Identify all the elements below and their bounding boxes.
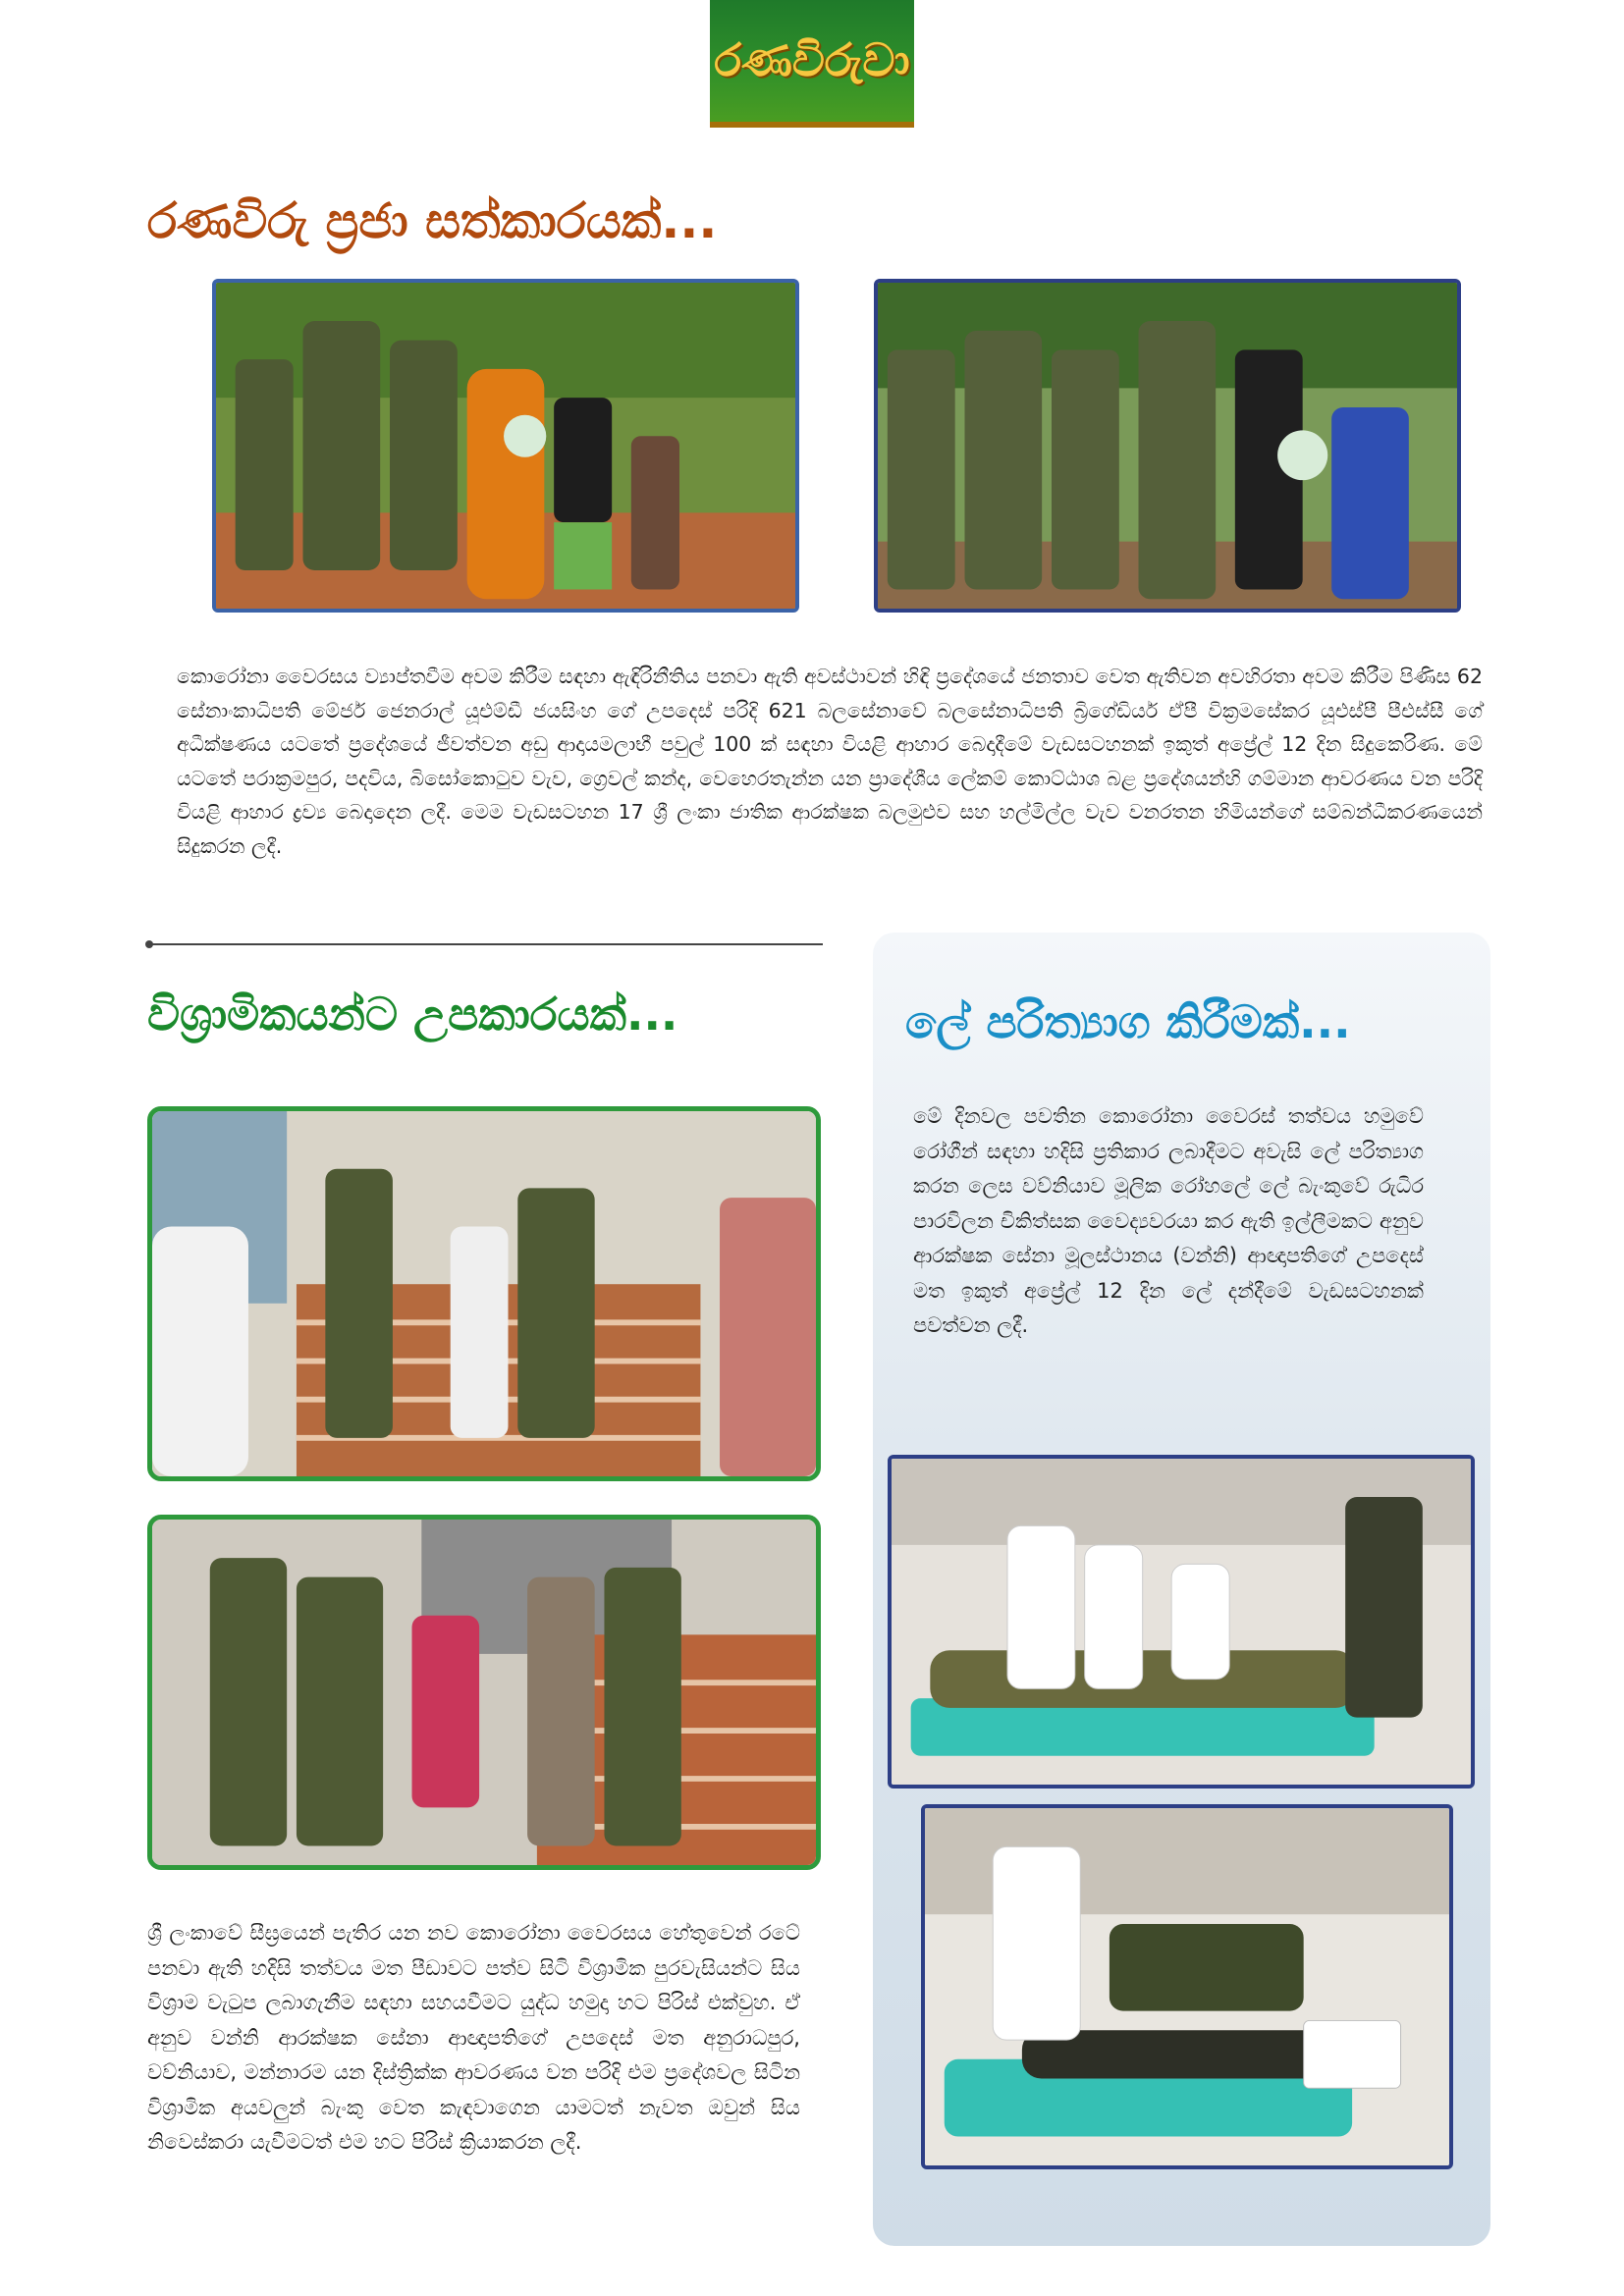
community-care-paragraph: කොරෝනා වෛරසය ව්‍යාප්තවීම අවම කිරීම සඳහා ඇඳිරිනීතිය පනවා ඇති අවස්ථාවන් හිඳි ප්‍රදේශයේ ජනතාව වෙත ඇතිවන අවහිරතා අවම කිරීම පිණිස 62 සේනාංකාධිපති මේජර් ජෙනරාල් යූඑම්ඩී ජයසිංහ ගේ උපදෙස් පරිදි 621 බලසේනාවේ බලසේනාධිපති බ්‍රිගේඩියර් ඒපී වික්‍රමසේකර යූඑස්පී පීඑස්සී ගේ අධීක්ෂණය යටතේ ප්‍රදේශයේ ජීවත්වන අඩු ආදායමලාභී පවුල් 100 ක් සඳහා වියළි ආහාර බෙදාදීමේ වැඩසටහනක් ඉකුත් අප්‍රේල් 12 දින සිදුකෙරිණ. මේ යටතේ පරාක්‍රමපුර, පදවිය, බිසෝකොටුව වැව, ග්‍රෙවල් කන්ද, වෙහෙරතැන්න යන ප්‍රාදේශීය ලේකම් කොට්ඨාශ බළ ප්‍රදේශයන්හි ගම්මාන ආවරණය වන පරිදි වියළි ආහාර ද්‍රව්‍ය බෙදාදෙන ලදී. මෙම වැඩසටහන 17 ශ්‍රී ලංකා ජාතික ආරක්ෂක බලමුළුව සහ හල්මිල්ල වැව වනරතන හිමියන්ගේ සම්බන්ධීකරණයෙන් සිදුකරන ලදී. <box>177 665 1483 858</box>
photo-blood-donation-soldier-woman <box>921 1804 1453 2169</box>
photo-blood-donation-soldier-on-bed <box>888 1455 1475 1789</box>
section-title-pensioners-help: විශ්‍රාමිකයන්ට උපකාරයක්... <box>147 988 678 1041</box>
section-title-blood-donation: ලේ පරිත්‍යාග කිරීමක්... <box>905 995 1351 1048</box>
magazine-logo <box>710 0 914 128</box>
section-divider <box>147 943 823 945</box>
blood-donation-paragraph: මේ දිනවල පවතින කොරෝනා වෛරස් තත්වය හමුවේ රෝගීන් සඳහා හදිසි ප්‍රතිකාර ලබාදීමට අවැසි ලේ පරිත්‍යාග කරන ලෙස වව්නියාව මූලික රෝහලේ ලේ බැංකුවේ රුධිර පාරවිලන චිකිත්සක වෛද්‍යවරයා කර ඇති ඉල්ලීමකට අනුව ආරක්ෂක සේනා මූලස්ථානය (වන්නි) ආඥාපතිගේ උපදෙස් මත ඉකුත් අප්‍රේල් 12 දින ලේ දන්දීමේ වැඩසටහනක් පවත්වන ලදී. <box>913 1104 1424 1337</box>
photo-soldiers-helping-elderly-man <box>147 1515 821 1870</box>
photo-soldiers-helping-elderly-woman <box>147 1106 821 1481</box>
photo-ration-distribution-woman <box>874 279 1461 613</box>
logo-text: රණවිරුවා <box>714 33 910 86</box>
section-title-community-care: රණවිරු ප්‍රජා සත්කාරයක්... <box>147 192 718 249</box>
photo-ration-distribution-monk <box>212 279 799 613</box>
divider-dot <box>145 940 153 948</box>
pensioners-help-paragraph: ශ්‍රී ලංකාවේ සීඝ්‍රයෙන් පැතිර යන නව කොරෝනා වෛරසය හේතුවෙන් රටේ පනවා ඇති හදිසි තත්වය මත පීඩාවට පත්ව සිටි විශ්‍රාමික පුරවැසියන්ට සිය විශ්‍රාම වැටුප ලබාගැනීම සඳහා සහයවීමට යුද්ධ හමුදා හට පිරිස් එක්වුහ. ඒ අනුව වන්නි ආරක්ෂක සේනා ආඥාපතිගේ උපදෙස් මත අනුරාධපුර, වව්නියාව, මන්නාරම යන දිස්ත්‍රික්ක ආවරණය වන පරිදි එම ප්‍රදේශවල සිටින විශ්‍රාමික අයවලුන් බැංකු වෙත කැඳවාගෙන යාමටත් නැවත ඔවුන් සිය නිවෙස්කරා යැවීමටත් එම හට පිරිස් ක්‍රියාකරන ලදී. <box>147 1921 800 2154</box>
